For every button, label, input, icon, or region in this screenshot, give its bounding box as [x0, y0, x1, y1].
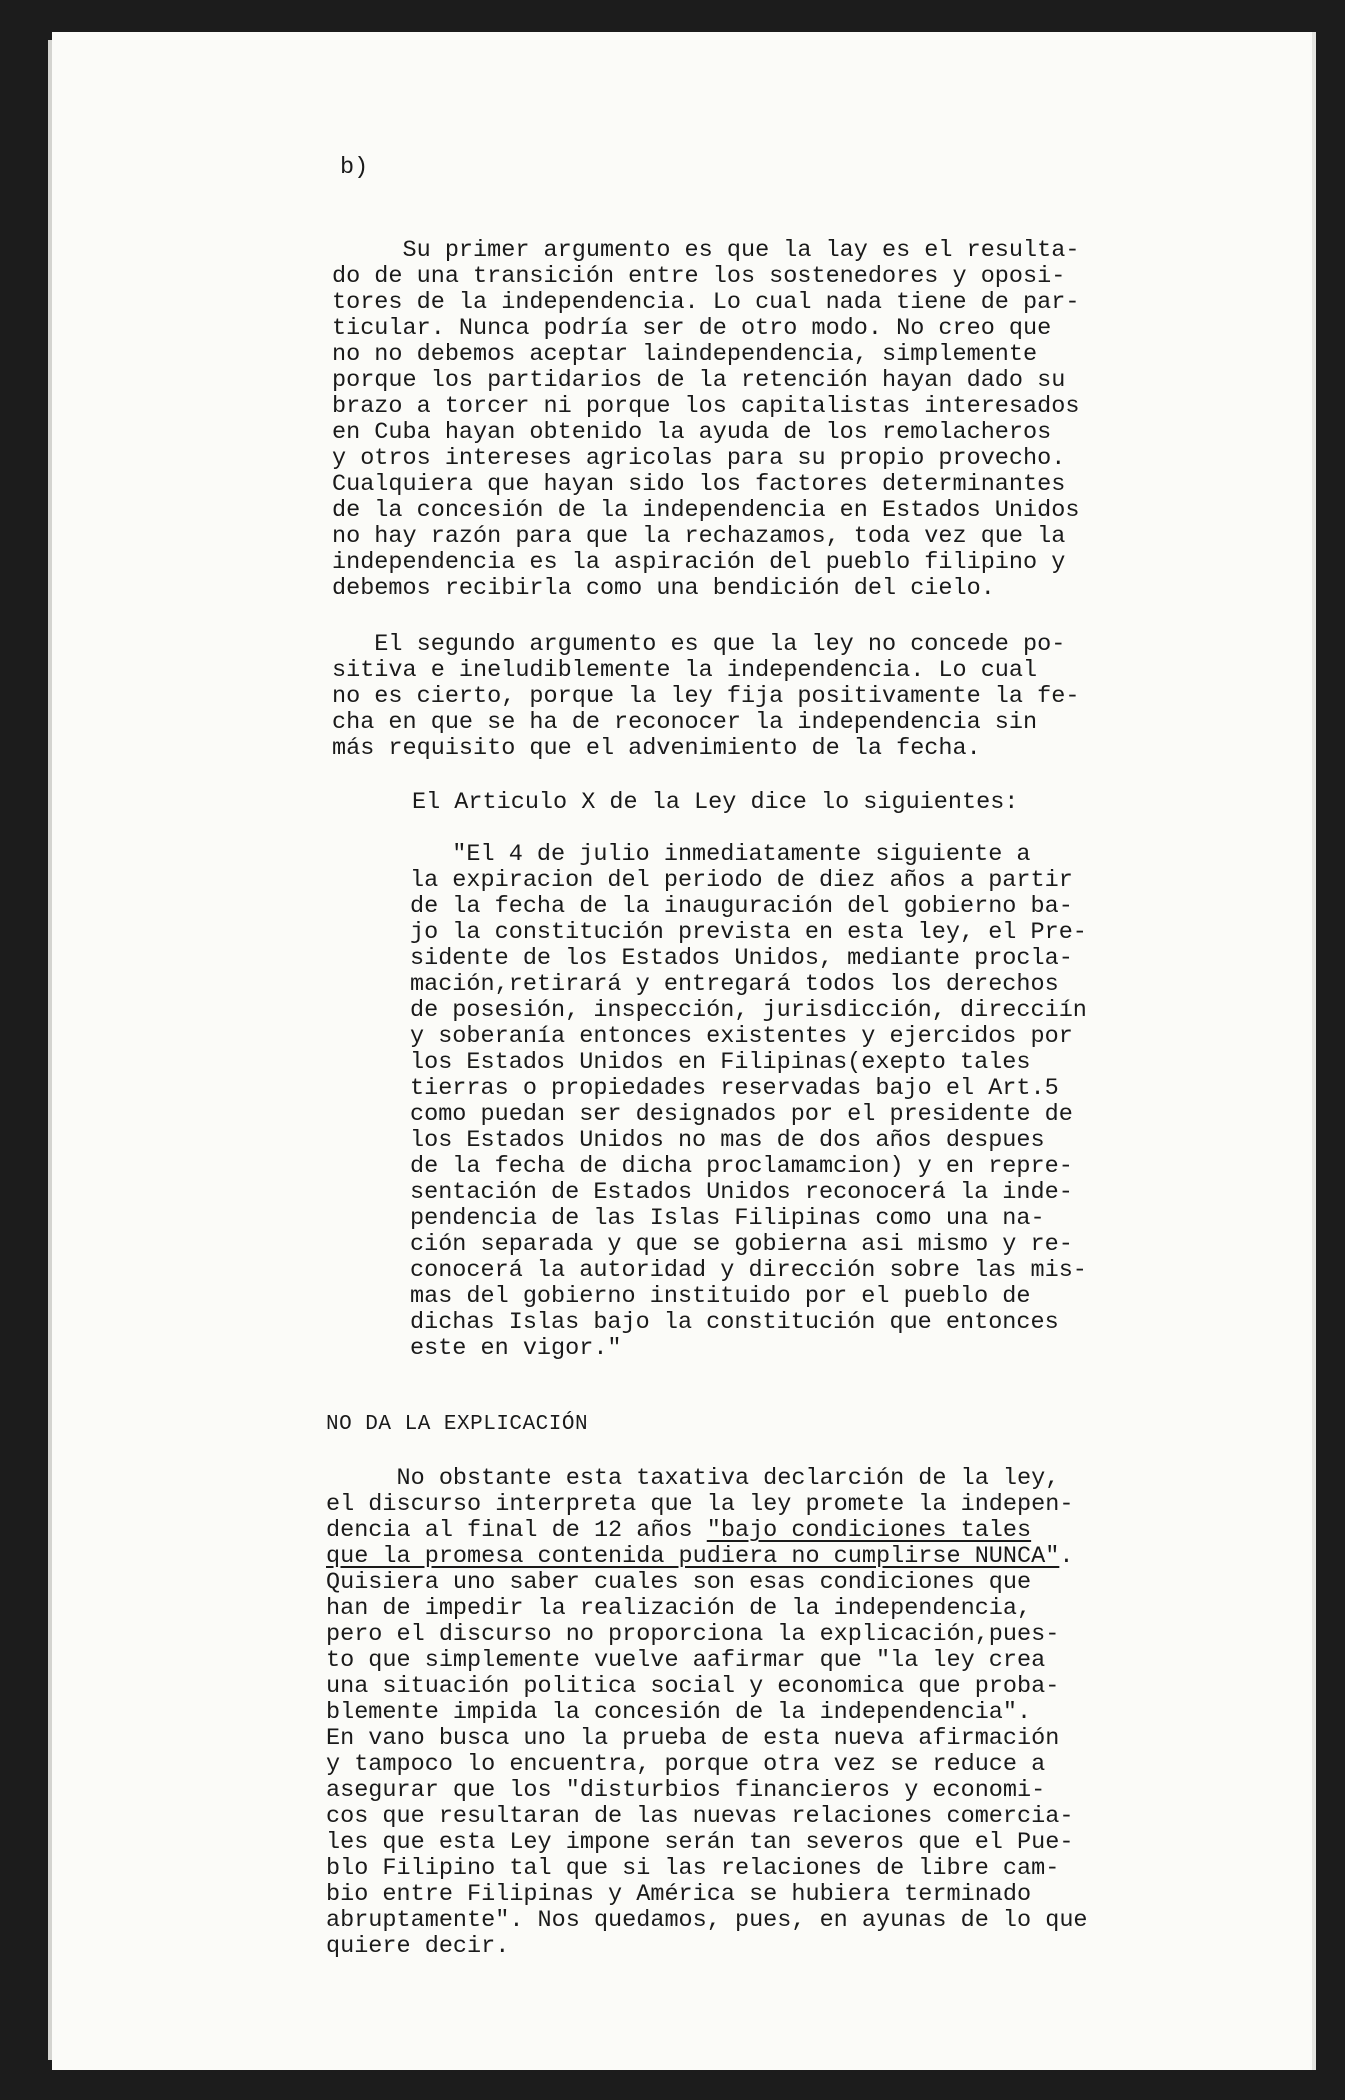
paragraph-no-explanation	[326, 1466, 1088, 1960]
paragraph-second-argument: El segundo argumento es que la ley no concede po- sitiva e ineludiblemente la independencia. Lo cual no es cierto, porque la ley fija positivamente la fe- cha en que se ha de reconocer la independencia sin más requisito que el advenimiento de la fecha.	[332, 631, 1080, 762]
p3-line-2: el discurso interpreta que la ley promete la indepen-	[326, 1491, 1074, 1518]
article-x-quotation: "El 4 de julio inmediatamente siguiente a la expiracion del periodo de diez años a partir de la fecha de la inauguración del gobierno ba- jo la constitución prevista en esta ley, el Pre- sidente de los Estados Unidos, mediante procla- mación,retirará y entregará todos los derechos de posesión, inspección, jurisdicción, direcciín y soberanía entonces existentes y ejercidos por los Estados Unidos en Filipinas(exepto tales tierras o propiedades reservadas bajo el Art.5 como puedan ser designados por el presidente de los Estados Unidos no mas de dos años despues de la fecha de dicha proclamamcion) y en repre- sentación de Estados Unidos reconocerá la inde- pendencia de las Islas Filipinas como una na- ción separada y que se gobierna asi mismo y re- conocerá la autoridad y dirección sobre las mis- mas del gobierno instituido por el pueblo de dichas Islas bajo la constitución que entonces este en vigor."	[410, 841, 1087, 1362]
quote-intro: El Articulo X de la Ley dice lo siguientes:	[412, 789, 1019, 816]
p3-underlined-quote-end: que la promesa contenida pudiera no cumplirse NUNCA"	[326, 1543, 1060, 1570]
p3-line-1: No obstante esta taxativa declarción de la ley,	[326, 1465, 1060, 1492]
p3-remaining-text: Quisiera uno saber cuales son esas condiciones que han de impedir la realización de la independencia, pero el discurso no proporciona la explicación,pues- to que simplemente vuelve aafirmar que "la ley crea una situación politica social y economica que proba- blemente impida la concesión de la independencia". En vano busca uno la prueba de esta nueva afirmación y tampoco lo encuentra, porque otra vez se reduce a asegurar que los "disturbios financieros y economi- cos que resultaran de las nuevas relaciones comercia- les que esta Ley impone serán tan severos que el Pue- blo Filipino tal que si las relaciones de libre cam- bio entre Filipinas y América se hubiera terminado abruptamente". Nos quedamos, pues, en ayunas de lo que quiere decir.	[326, 1569, 1088, 1960]
paragraph-first-argument: Su primer argumento es que la lay es el resulta- do de una transición entre los sostenedores y oposi- tores de la independencia. Lo cual nada tiene de par- ticular. Nunca podría ser de otro modo. No creo que no no debemos aceptar laindependencia, simplemente porque los partidarios de la retención hayan dado su brazo a torcer ni porque los capitalistas interesados en Cuba hayan obtenido la ayuda de los remolacheros y otros intereses agricolas para su propio provecho. Cualquiera que hayan sido los factores determinantes de la concesión de la independencia en Estados Unidos no hay razón para que la rechazamos, toda vez que la independencia es la aspiración del pueblo filipino y debemos recibirla como una bendición del cielo.	[332, 237, 1080, 602]
p3-underlined-quote-start: "bajo condiciones tales	[706, 1517, 1032, 1544]
p3-line-3-plain: dencia al final de 12 años	[326, 1517, 707, 1544]
p3-line-4-period: .	[1059, 1543, 1074, 1570]
section-marker: b)	[340, 154, 369, 181]
sheet-edge-right	[1312, 32, 1316, 2070]
section-heading: NO DA LA EXPLICACIÓN	[326, 1413, 589, 1436]
